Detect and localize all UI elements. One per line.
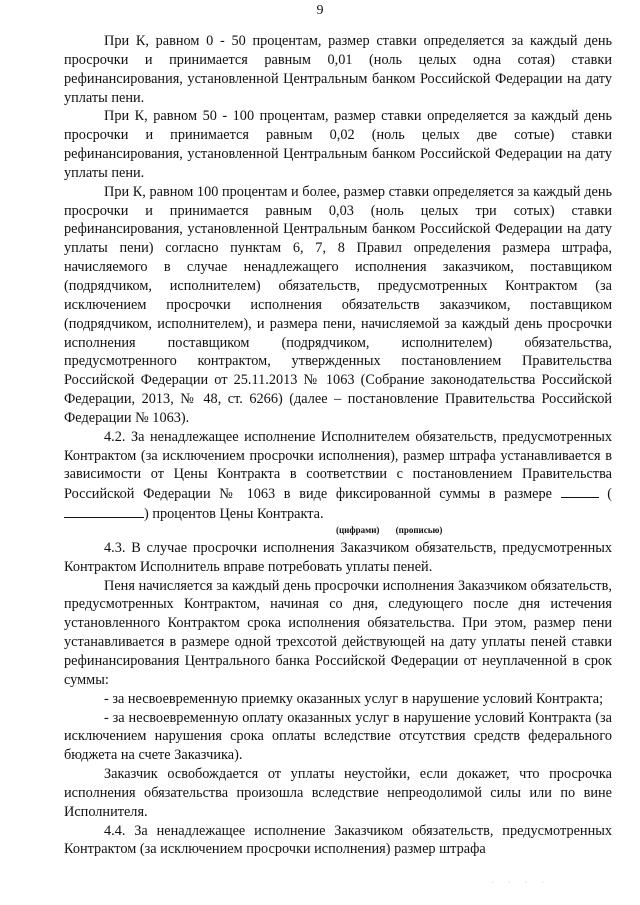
list-item: - за несвоевременную приемку оказанных услуг в нарушение условий Контракта; xyxy=(104,690,604,707)
clause-4-2-paren: ( xyxy=(607,486,612,503)
clause-4-2 xyxy=(64,428,612,524)
paragraph-rate-100-plus: При К, равном 100 процентам и более, размер ставки определяется за каждый день просрочки и принимается равным 0,03 (ноль целых три сотых) ставки рефинансирования, установленной Центральным банком Российской Федерации на дату уплаты пени) согласно пунктам 6, 7, 8 Правил определения размера штрафа, начисляемого в случае ненадлежащего исполнения заказчиком, поставщиком (подрядчиком, исполнителем) обязательств, предусмотренных Контрактом (за исключением просрочки исполнения обязательств заказчиком, поставщиком (подрядчиком, исполнителем), и размера пени, начисляемой за каждый день просрочки исполнения поставщиком (подрядчиком, исполнителем) обязательства, предусмотренного контрактом, утвержденных постановлением Правительства Российской Федерации от 25.11.2013 № 1063 (Собрание законодательства Российской Федерации, 2013, № 48, ст. 6266) (далее – постановление Правительства Российской Федерации № 1063). xyxy=(64,183,612,426)
label-words: (прописью) xyxy=(395,524,443,535)
label-digits: (цифрами) xyxy=(336,524,380,535)
percent-digits-blank xyxy=(561,484,599,498)
list-item: - за несвоевременную оплату оказанных услуг в нарушение условий Контракта (за исключением нарушения срока оплаты вследствие отсутствия средств федерального бюджета на счете Заказчика). xyxy=(64,709,612,764)
clause-4-2-tail: ) процентов Цены Контракта. xyxy=(144,506,324,523)
document-body xyxy=(64,32,612,859)
page-number: 9 xyxy=(316,3,324,18)
penalty-paragraph: Пеня начисляется за каждый день просрочки исполнения Заказчиком обязательств, предусмотренных Контрактом, начиная со дня, следующего после дня истечения установленного Контрактом срока исполнения обязательства. При этом, размер пени устанавливается в размере одной трехсотой действующей на дату уплаты пеней ставки рефинансирования Центрального банка Российской Федерации от неуплаченной в срок суммы: xyxy=(64,577,612,688)
blank-sublabels xyxy=(64,525,612,535)
exemption-paragraph: Заказчик освобождается от уплаты неустойки, если докажет, что просрочка исполнения обязательства произошла вследствие непреодолимой силы или по вине Исполнителя. xyxy=(64,766,612,820)
clause-4-3: 4.3. В случае просрочки исполнения Заказчиком обязательств, предусмотренных Контрактом Исполнитель вправе потребовать уплаты пеней. xyxy=(64,539,612,575)
scan-artifacts: · · · · xyxy=(491,878,550,887)
paragraph-rate-0-50: При К, равном 0 - 50 процентам, размер ставки определяется за каждый день просрочки и принимается равным 0,01 (ноль целых одна сотая) ставки рефинансирования, установленной Центральным банком Российской Федерации на дату уплаты пени. xyxy=(64,33,612,106)
clause-4-2-text: 4.2. За ненадлежащее исполнение Исполнителем обязательств, предусмотренных Контрактом (за исключением просрочки исполнения), размер штрафа устанавливается в зависимости от Цены Контракта в соответствии с постановлением Правительства Российской Федерации № 1063 в виде фиксированной суммы в размере xyxy=(64,428,612,503)
clause-4-4: 4.4. За ненадлежащее исполнение Заказчиком обязательств, предусмотренных Контрактом (за исключением просрочки исполнения) размер штрафа xyxy=(64,822,612,858)
paragraph-rate-50-100: При К, равном 50 - 100 процентам, размер ставки определяется за каждый день просрочки и принимается равным 0,02 (ноль целых две сотые) ставки рефинансирования, установленной Центральным банком Российской Федерации на дату уплаты пени. xyxy=(64,108,612,181)
percent-words-blank xyxy=(64,504,144,518)
